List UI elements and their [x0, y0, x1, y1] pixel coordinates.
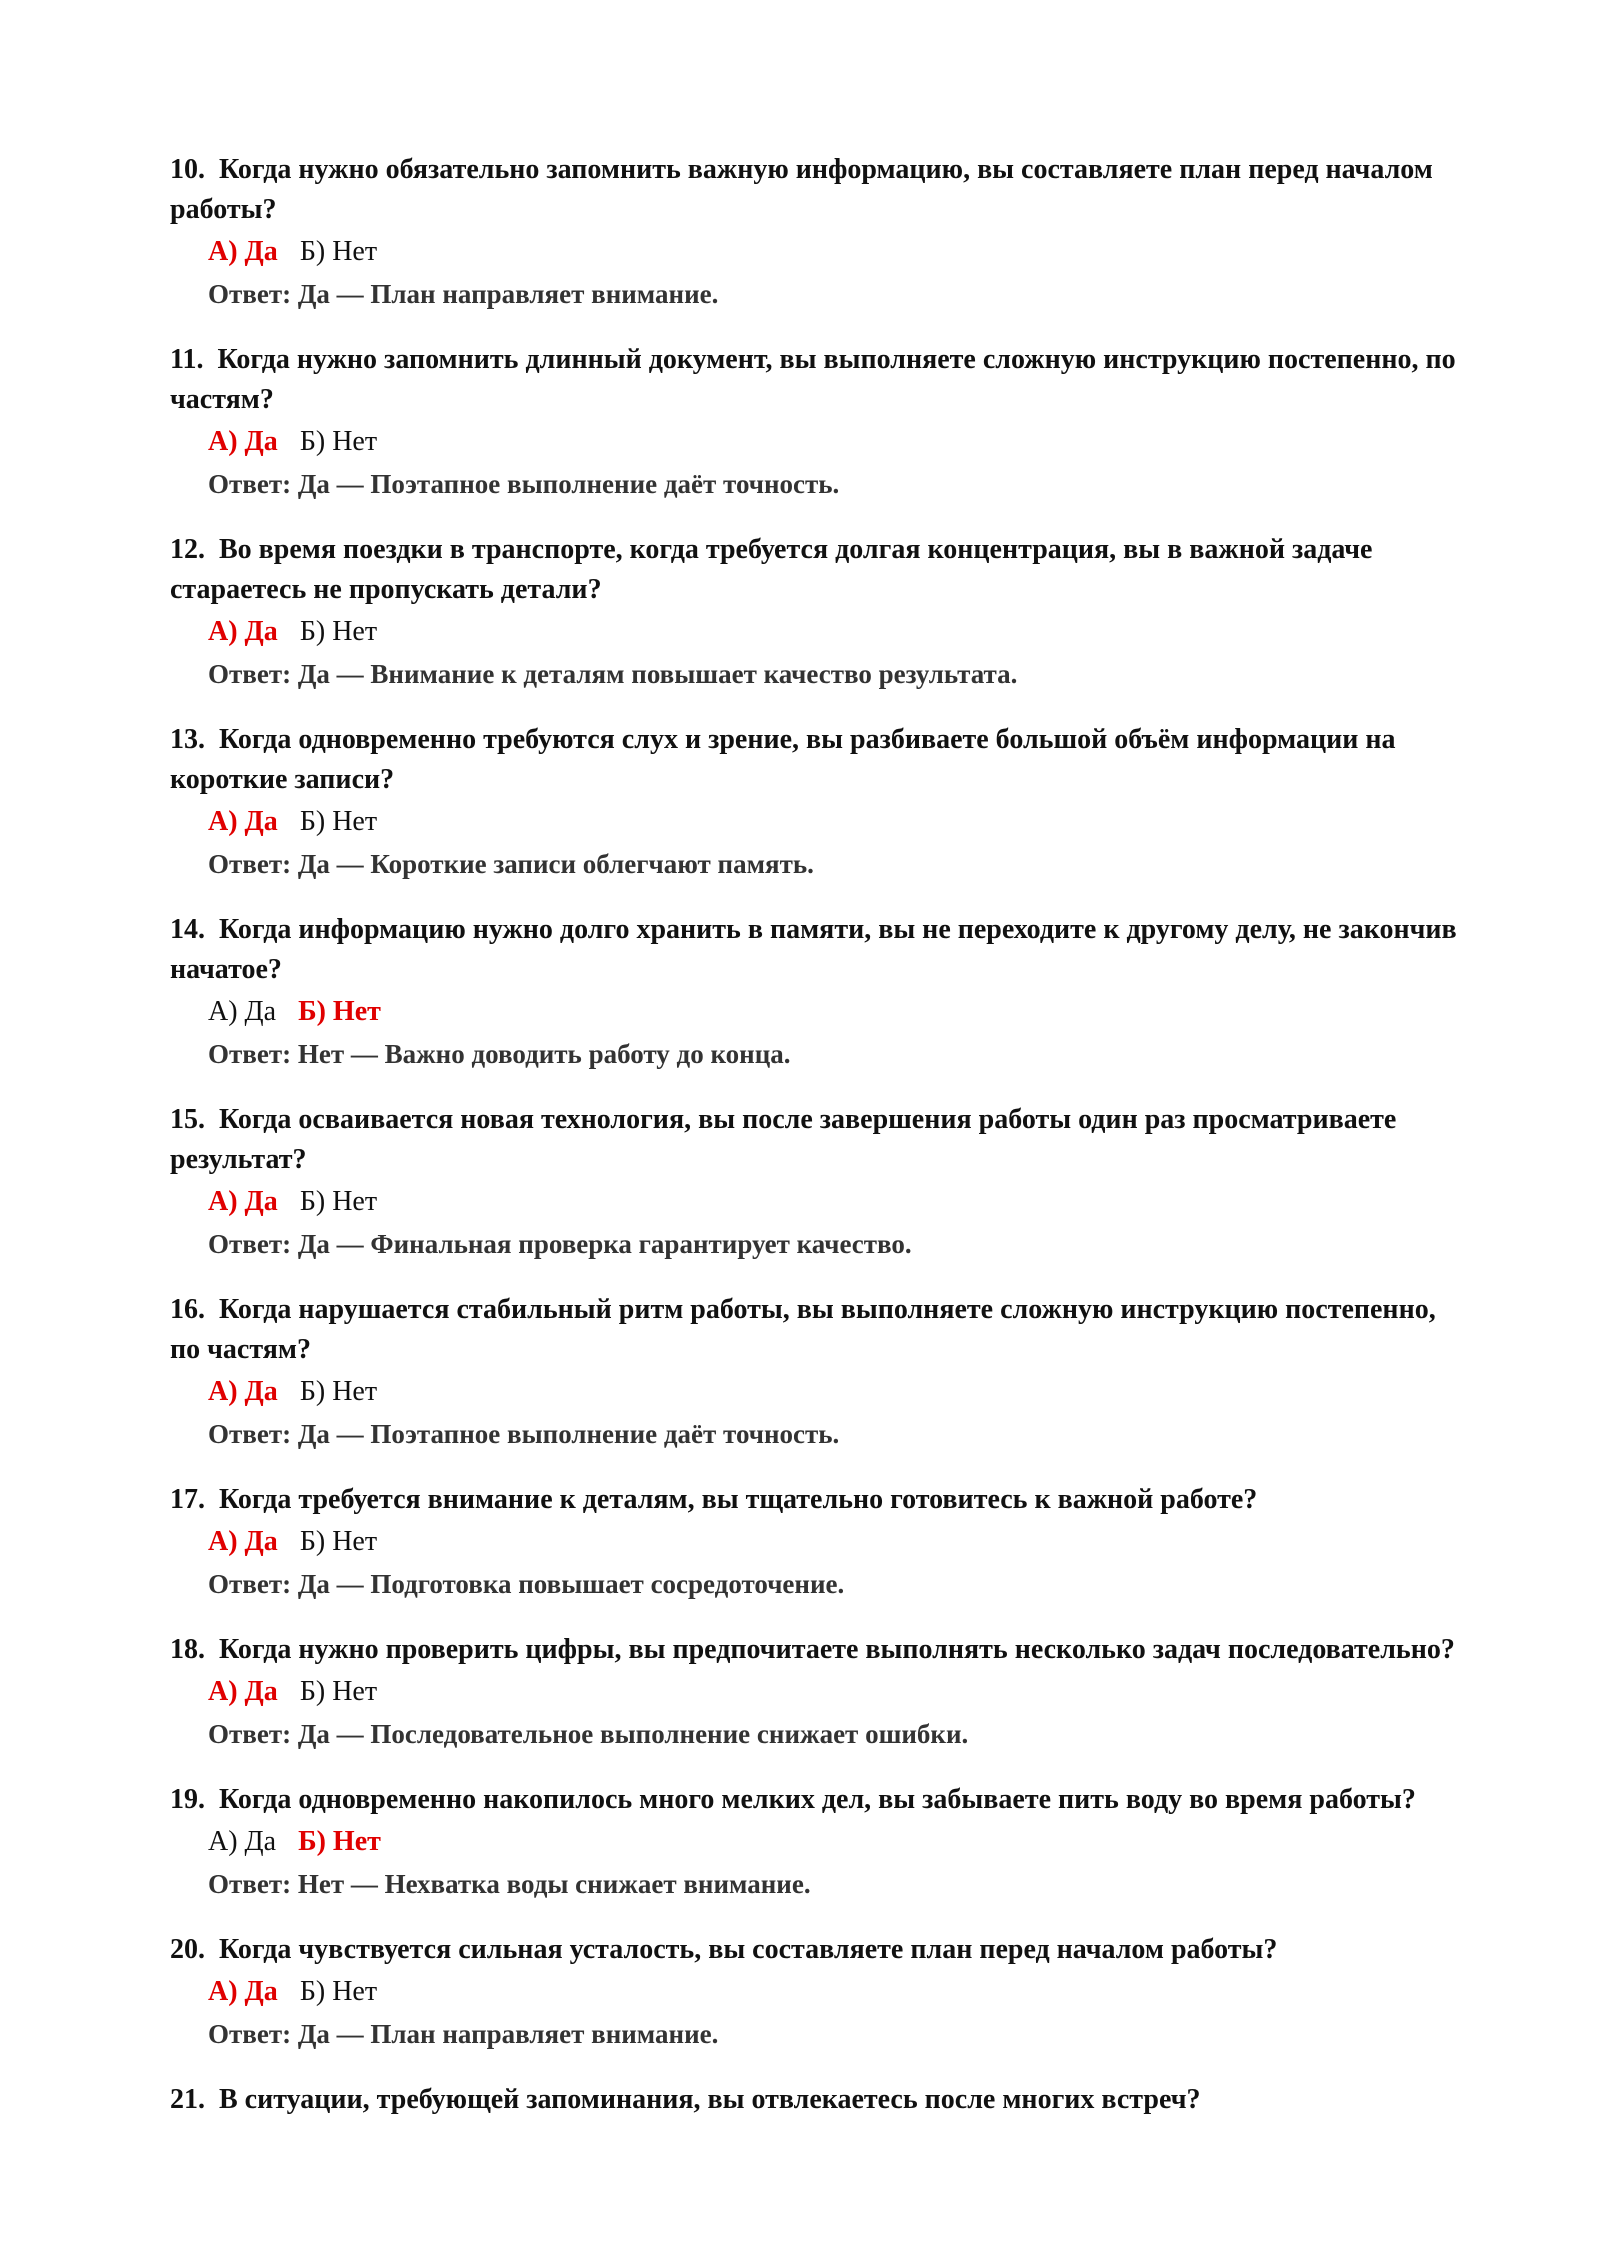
question-number: 18.: [170, 1634, 205, 1665]
answer-explanation: Ответ: Да — Поэтапное выполнение даёт точность.: [208, 1419, 840, 1449]
answer-options: [208, 612, 1470, 652]
question-item: [170, 150, 1470, 314]
question-text: [170, 2080, 1470, 2120]
option-b[interactable]: Б) Нет: [299, 236, 378, 267]
answer-explanation: Ответ: Да — План направляет внимание.: [208, 279, 719, 309]
answer-options: [208, 1522, 1470, 1562]
answer-explanation: Ответ: Да — Подготовка повышает сосредоточение.: [208, 1569, 845, 1599]
answer-explanation: Ответ: Да — Финальная проверка гарантирует качество.: [208, 1229, 912, 1259]
question-item: [170, 910, 1470, 1074]
answer-explanation: Ответ: Нет — Важно доводить работу до конца.: [208, 1039, 791, 1069]
question-number: 14.: [170, 914, 205, 945]
option-b[interactable]: Б) Нет: [299, 426, 378, 457]
question-item: [170, 1290, 1470, 1454]
option-b[interactable]: Б) Нет: [299, 1376, 378, 1407]
question-item: [170, 340, 1470, 504]
option-a[interactable]: А) Да: [208, 1676, 278, 1707]
answer-options: [208, 1372, 1470, 1412]
option-b[interactable]: Б) Нет: [299, 806, 378, 837]
question-text: [170, 1930, 1470, 1970]
question-item: [170, 720, 1470, 884]
option-a[interactable]: А) Да: [208, 426, 278, 457]
question-item: [170, 530, 1470, 694]
question-body: Когда информацию нужно долго хранить в памяти, вы не переходите к другому делу, не закончив начатое?: [170, 914, 1457, 985]
question-body: Когда одновременно накопилось много мелких дел, вы забываете пить воду во время работы?: [219, 1784, 1416, 1815]
question-body: Когда одновременно требуются слух и зрение, вы разбиваете большой объём информации на короткие записи?: [170, 724, 1396, 795]
question-number: 13.: [170, 724, 205, 755]
question-body: Когда нарушается стабильный ритм работы, вы выполняете сложную инструкцию постепенно, по частям?: [170, 1294, 1436, 1365]
answer-explanation: Ответ: Нет — Нехватка воды снижает внимание.: [208, 1869, 811, 1899]
option-a[interactable]: А) Да: [208, 1186, 278, 1217]
question-text: [170, 910, 1470, 990]
answer-explanation: Ответ: Да — Внимание к деталям повышает качество результата.: [208, 659, 1018, 689]
answer-options: [208, 992, 1470, 1032]
question-item: [170, 1480, 1470, 1604]
option-a[interactable]: А) Да: [208, 616, 278, 647]
question-text: [170, 1480, 1470, 1520]
option-b[interactable]: Б) Нет: [299, 616, 378, 647]
question-item: [170, 1780, 1470, 1904]
question-text: [170, 1290, 1470, 1370]
question-text: [170, 340, 1470, 420]
document-page: [170, 150, 1470, 2146]
question-body: Когда нужно обязательно запомнить важную информацию, вы составляете план перед началом работы?: [170, 154, 1433, 225]
option-b[interactable]: Б) Нет: [299, 1186, 378, 1217]
question-number: 16.: [170, 1294, 205, 1325]
option-a[interactable]: А) Да: [208, 1976, 278, 2007]
question-item: [170, 1930, 1470, 2054]
question-item: [170, 2080, 1470, 2120]
question-body: Когда нужно проверить цифры, вы предпочитаете выполнять несколько задач последовательно?: [219, 1634, 1455, 1665]
question-item: [170, 1100, 1470, 1264]
option-a[interactable]: А) Да: [208, 1376, 278, 1407]
question-body: Когда чувствуется сильная усталость, вы составляете план перед началом работы?: [219, 1934, 1278, 1965]
question-number: 17.: [170, 1484, 205, 1515]
question-number: 11.: [170, 344, 204, 375]
answer-options: [208, 1182, 1470, 1222]
answer-explanation: Ответ: Да — Последовательное выполнение снижает ошибки.: [208, 1719, 969, 1749]
option-b[interactable]: Б) Нет: [299, 1526, 378, 1557]
answer-options: [208, 1822, 1470, 1862]
answer-options: [208, 1972, 1470, 2012]
question-text: [170, 1630, 1470, 1670]
option-a[interactable]: А) Да: [208, 806, 278, 837]
question-number: 19.: [170, 1784, 205, 1815]
question-number: 21.: [170, 2084, 205, 2115]
question-text: [170, 1780, 1470, 1820]
question-body: Когда требуется внимание к деталям, вы тщательно готовитесь к важной работе?: [219, 1484, 1258, 1515]
answer-explanation: Ответ: Да — Короткие записи облегчают память.: [208, 849, 814, 879]
option-a[interactable]: А) Да: [208, 996, 277, 1027]
answer-explanation: Ответ: Да — План направляет внимание.: [208, 2019, 719, 2049]
question-body: Когда нужно запомнить длинный документ, вы выполняете сложную инструкцию постепенно, по частям?: [170, 344, 1456, 415]
question-text: [170, 530, 1470, 610]
question-body: В ситуации, требующей запоминания, вы отвлекаетесь после многих встреч?: [219, 2084, 1201, 2115]
answer-options: [208, 422, 1470, 462]
option-b[interactable]: Б) Нет: [298, 1826, 381, 1857]
question-body: Когда осваивается новая технология, вы после завершения работы один раз просматриваете результат?: [170, 1104, 1397, 1175]
option-b[interactable]: Б) Нет: [299, 1676, 378, 1707]
question-text: [170, 1100, 1470, 1180]
question-number: 12.: [170, 534, 205, 565]
question-number: 20.: [170, 1934, 205, 1965]
answer-explanation: Ответ: Да — Поэтапное выполнение даёт точность.: [208, 469, 840, 499]
answer-options: [208, 232, 1470, 272]
option-a[interactable]: А) Да: [208, 236, 278, 267]
question-text: [170, 720, 1470, 800]
option-a[interactable]: А) Да: [208, 1526, 278, 1557]
option-b[interactable]: Б) Нет: [298, 996, 381, 1027]
answer-options: [208, 1672, 1470, 1712]
option-a[interactable]: А) Да: [208, 1826, 277, 1857]
answer-options: [208, 802, 1470, 842]
question-body: Во время поездки в транспорте, когда требуется долгая концентрация, вы в важной задаче стараетесь не пропускать детали?: [170, 534, 1373, 605]
question-number: 10.: [170, 154, 205, 185]
option-b[interactable]: Б) Нет: [299, 1976, 378, 2007]
question-item: [170, 1630, 1470, 1754]
question-text: [170, 150, 1470, 230]
question-list: [170, 150, 1470, 2120]
question-number: 15.: [170, 1104, 205, 1135]
